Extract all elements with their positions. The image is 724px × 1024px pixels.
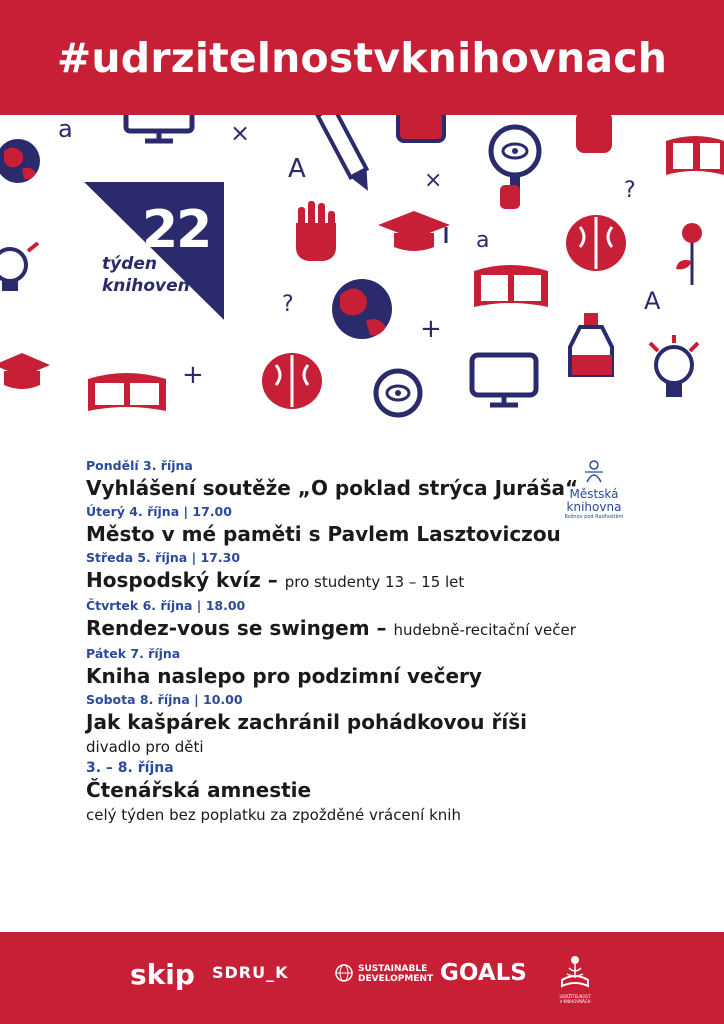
event-title-text: Kniha naslepo pro podzimní večery [86,664,482,688]
event-date: Středa 5. října | 17.30 [86,550,241,565]
event-title [86,708,566,736]
event-date: Čtvrtek 6. října | 18.00 [86,598,246,613]
letter-a-icon: A [644,287,661,315]
question-icon: ? [282,292,294,317]
lightbulb-icon [0,243,38,291]
event-item [86,692,566,758]
book-icon [88,373,166,411]
city-logo-line2: knihovna [566,500,622,514]
monitor-icon [472,355,536,405]
cross-icon: × [424,168,443,193]
hand-icon [576,115,612,153]
event-description: divadlo pro děti [86,738,204,756]
magnifier-eye-icon [491,127,539,209]
event-subtitle: pro studenty 13 – 15 let [284,573,465,591]
event-date: 3. – 8. října [86,760,174,776]
event-item [86,598,576,644]
udrzitelnost-logo-icon [558,950,592,992]
library-figure-icon [579,460,609,484]
eye-icon [376,371,420,415]
event-title [86,566,566,596]
tyden-knihoven-badge [84,182,224,322]
flower-icon [676,223,702,285]
un-emblem-icon [334,963,354,983]
plus-icon: + [420,314,442,344]
event-item [86,504,566,548]
city-logo-tagline: Rožnov pod Radhoštěm [564,514,624,520]
monitor-icon [126,115,192,141]
event-title [86,520,566,548]
sdg-goals-logo: GOALS [440,960,527,986]
jar-icon [398,115,444,141]
event-title-text: Vyhlášení soutěže „O poklad strýca Jurášа“ [86,476,579,500]
event-subtitle: hudebně-recitační večer [393,621,576,639]
event-date: Pátek 7. října [86,646,181,661]
sdg-line2: DEVELOPMENT [358,974,434,984]
globe-icon [332,279,392,339]
event-title [86,614,576,644]
potion-jar-icon [570,313,612,375]
event-title [86,474,579,502]
event-title-text: Město v mé paměti s Pavlem Lasztoviczou [86,522,561,546]
letter-a-icon: a [476,228,490,253]
book-icon [666,136,724,175]
sdg-line1: SUSTAINABLE [358,964,428,974]
brain-icon [566,215,626,271]
event-date: Úterý 4. října | 17.00 [86,504,232,519]
brain-icon [262,353,322,409]
event-date: Pondělí 3. října [86,458,193,473]
udrzitelnost-line1: UDRŽITELNOST [559,994,591,999]
book-icon [474,265,548,307]
hand-icon [296,201,336,261]
plus-icon: + [182,360,204,390]
graduation-cap-icon [378,211,450,251]
event-date: Sobota 8. října | 10.00 [86,692,243,707]
event-program [86,458,579,828]
sdruk-logo: SDRU_K [212,963,289,982]
skip-logo: skip [130,958,195,991]
event-item [86,646,566,690]
udrzitelnost-logo-text [550,994,600,1004]
event-item [86,760,566,826]
event-title-text: Rendez-vous se swingem – [86,616,387,640]
event-title [86,776,566,804]
letter-a-icon: A [288,154,306,184]
letter-a-icon: a [58,115,73,143]
event-title-text: Čtenářská amnestie [86,778,312,802]
udrzitelnost-line2: V KNIHOVNÁCH [559,999,591,1004]
event-description: celý týden bez poplatku za zpožděné vrácení knih [86,806,461,824]
city-logo-line1: Městská [569,487,619,501]
lightbulb-icon [650,335,698,397]
hashtag-title: #udrzitelnostvknihovnach [56,33,668,82]
badge-line2: knihoven [102,276,190,296]
event-title-text: Hospodský kvíz – [86,568,278,592]
question-icon: ? [624,178,636,203]
event-title [86,662,566,690]
sdg-small-text [358,964,433,984]
header-banner [0,0,724,115]
event-item [86,458,579,502]
event-title-text: Jak kašpárek zachránil pohádkovou říši [86,710,527,734]
globe-icon [0,139,40,183]
graduation-cap-icon [0,353,50,389]
badge-number: 22 [142,200,211,260]
badge-line1: týden [102,254,158,274]
pencil-icon [318,115,376,195]
event-item [86,550,566,596]
cross-icon: × [230,119,251,147]
